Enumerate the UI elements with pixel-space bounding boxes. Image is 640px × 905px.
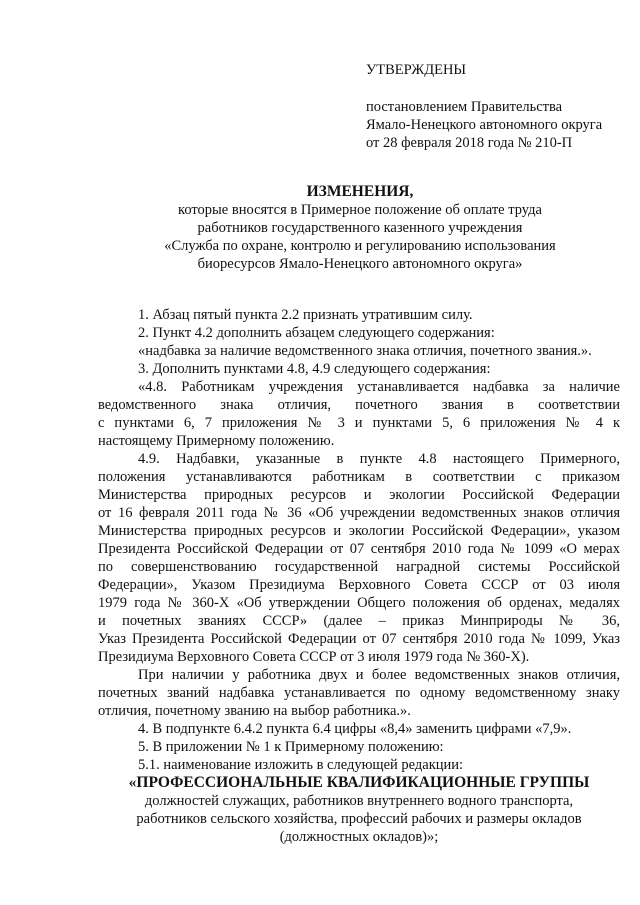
body-line: ведомственного знака отличия, почетного звания в соответствии [98,397,620,413]
body-line: «надбавка за наличие ведомственного знака отличия, почетного звания.». [138,343,592,359]
document-subtitle: «Служба по охране, контролю и регулированию использования [164,238,556,254]
body-line: по совершенствованию государственной наградной системы Российской [98,559,620,575]
body-line: 4.9. Надбавки, указанные в пункте 4.8 настоящего Примерного, [138,451,620,467]
body-line: Министерства природных ресурсов и экологии Российской Федерации», указом [98,523,620,539]
body-line: 1979 года № 360-Х «Об утверждении Общего положения об орденах, медалях [98,595,620,611]
section-subheading: должностей служащих, работников внутреннего водного транспорта, [144,793,574,809]
body-line: и почетных званиях СССР» (далее – приказ Минприроды № 36, [98,613,620,629]
section-heading: «ПРОФЕССИОНАЛЬНЫЕ КВАЛИФИКАЦИОННЫЕ ГРУППЫ [128,774,590,791]
body-line: Указ Президента Российской Федерации от 07 сентября 2010 года № 1099, Указ [98,631,620,647]
body-line: настоящему Примерному положению. [98,433,335,449]
document-subtitle: которые вносятся в Примерное положение об оплате труда [178,202,542,218]
document-title: ИЗМЕНЕНИЯ, [306,183,414,200]
body-line: 2. Пункт 4.2 дополнить абзацем следующего содержания: [138,325,495,341]
body-line: Президиума Верховного Совета СССР от 3 июля 1979 года № 360-Х). [98,649,530,665]
body-line: 4. В подпункте 6.4.2 пункта 6.4 цифры «8,4» заменить цифрами «7,9». [138,721,572,737]
body-line: с пунктами 6, 7 приложения № 3 и пунктами 5, 6 приложения № 4 к [98,415,620,431]
section-subheading: работников сельского хозяйства, профессий рабочих и размеры окладов [136,811,582,827]
document-subtitle: биоресурсов Ямало-Ненецкого автономного округа» [197,256,523,272]
approval-line: Ямало-Ненецкого автономного округа [366,117,603,133]
body-line: от 16 февраля 2011 года № 36 «Об учреждении ведомственных знаков отличия [98,505,620,521]
body-line: Министерства природных ресурсов и экологии Российской Федерации [98,487,620,503]
body-line: 5.1. наименование изложить в следующей редакции: [138,757,464,773]
section-subheading: (должностных окладов)»; [279,829,439,845]
body-line: «4.8. Работникам учреждения устанавливается надбавка за наличие [138,379,620,395]
body-line: 3. Дополнить пунктами 4.8, 4.9 следующего содержания: [138,361,491,377]
approval-title: УТВЕРЖДЕНЫ [366,62,467,78]
body-line: Федерации», Указом Президиума Верховного Совета СССР от 03 июля [98,577,620,593]
body-line: При наличии у работника двух и более ведомственных знаков отличия, [138,667,620,683]
document-subtitle: работников государственного казенного учреждения [197,220,523,236]
body-line: положения устанавливаются работникам в соответствии с приказом [98,469,620,485]
approval-line: от 28 февраля 2018 года № 210-П [366,135,573,151]
body-line: 1. Абзац пятый пункта 2.2 признать утратившим силу. [138,307,473,323]
body-line: почетных званий надбавка устанавливается по одному ведомственному знаку [98,685,620,701]
body-line: 5. В приложении № 1 к Примерному положению: [138,739,444,755]
approval-line: постановлением Правительства [366,99,563,115]
body-line: отличия, почетному званию на выбор работника.». [98,703,411,719]
body-line: Президента Российской Федерации от 07 сентября 2010 года № 1099 «О мерах [98,541,620,557]
